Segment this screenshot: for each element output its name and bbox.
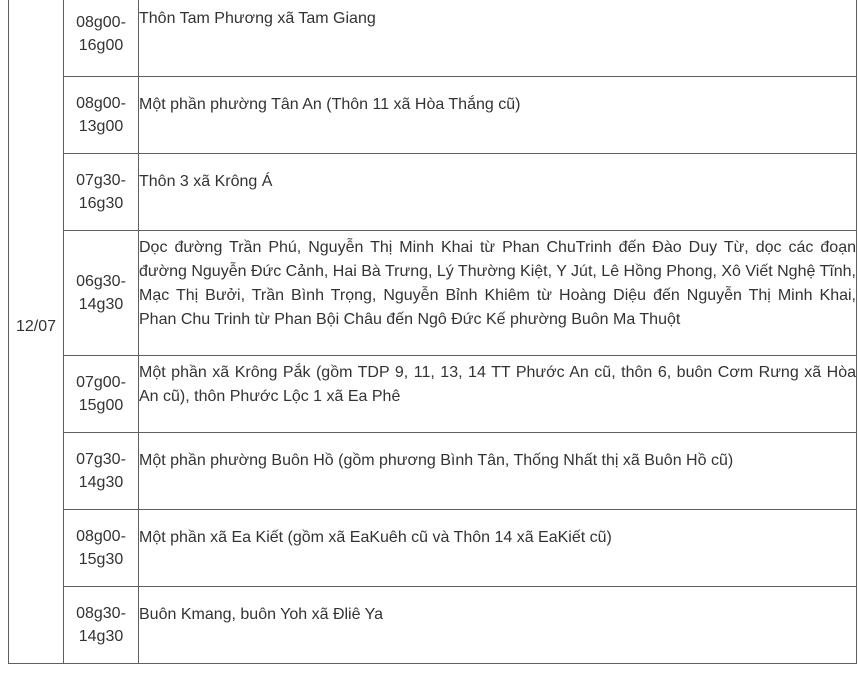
area-text: Buôn Kmang, buôn Yoh xã Đliê Ya — [139, 606, 384, 623]
area-cell — [139, 231, 857, 356]
time-start: 08g30- — [76, 605, 126, 622]
time-cell — [64, 154, 139, 231]
area-text: Một phần xã Krông Pắk (gồm TDP 9, 11, 13, 14 TT Phước An cũ, thôn 6, buôn Cơm Rưng xã Hòa An cũ), thôn Phước Lộc 1 xã Ea Phê — [139, 364, 856, 405]
time-cell — [64, 510, 139, 587]
area-text: Một phần xã Ea Kiết (gồm xã EaKuêh cũ và Thôn 14 xã EaKiết cũ) — [139, 529, 612, 546]
time-end: 15g00 — [78, 397, 124, 414]
time-start: 07g00- — [76, 374, 126, 391]
table-row — [9, 356, 857, 433]
time-end: 16g30 — [78, 195, 124, 212]
outage-schedule-table — [8, 0, 857, 664]
table-row — [9, 0, 857, 77]
time-start: 07g30- — [76, 172, 126, 189]
time-end: 15g30 — [78, 551, 124, 568]
time-start: 08g00- — [76, 528, 126, 545]
time-end: 16g00 — [78, 36, 124, 54]
time-cell — [64, 587, 139, 664]
time-end: 14g30 — [78, 628, 124, 645]
table-row — [9, 77, 857, 154]
time-end: 14g30 — [78, 296, 124, 313]
area-text: Thôn 3 xã Krông Á — [139, 173, 273, 190]
time-cell — [64, 0, 139, 77]
area-text: Thôn Tam Phương xã Tam Giang — [139, 10, 376, 27]
table-row — [9, 510, 857, 587]
time-cell — [64, 433, 139, 510]
area-cell — [139, 356, 857, 433]
table-row — [9, 231, 857, 356]
area-cell — [139, 77, 857, 154]
time-end: 14g30 — [78, 474, 124, 491]
table-row — [9, 433, 857, 510]
area-cell — [139, 154, 857, 231]
area-cell — [139, 510, 857, 587]
area-text: Một phần phường Buôn Hồ (gồm phương Bình Tân, Thống Nhất thị xã Buôn Hồ cũ) — [139, 452, 734, 469]
time-start: 06g30- — [76, 273, 126, 290]
time-cell — [64, 231, 139, 356]
time-end: 13g00 — [78, 118, 124, 135]
table-row — [9, 154, 857, 231]
time-start: 07g30- — [76, 451, 126, 468]
table-row — [9, 587, 857, 664]
area-cell — [139, 587, 857, 664]
area-cell — [139, 0, 857, 77]
date-cell: 12/07 — [9, 0, 64, 664]
area-text: Dọc đường Trần Phú, Nguyễn Thị Minh Khai từ Phan ChuTrinh đến Đào Duy Từ, dọc các đoạn đường Nguyễn Đức Cảnh, Hai Bà Trưng, Lý Thường Kiệt, Y Jút, Lê Hồng Phong, Xô Viết Nghệ Tĩnh, Mạc Thị Bưởi, Trần Bình Trọng, Nguyễn Bỉnh Khiêm từ Hoàng Diệu đến Nguyễn Thị Minh Khai, Phan Chu Trinh từ Phan Bội Châu đến Ngô Đức Kế phường Buôn Ma Thuột — [139, 239, 856, 328]
time-start: 08g00- — [76, 13, 126, 31]
area-cell — [139, 433, 857, 510]
time-cell — [64, 77, 139, 154]
area-text: Một phần phường Tân An (Thôn 11 xã Hòa Thắng cũ) — [139, 96, 521, 113]
time-cell — [64, 356, 139, 433]
time-start: 08g00- — [76, 95, 126, 112]
